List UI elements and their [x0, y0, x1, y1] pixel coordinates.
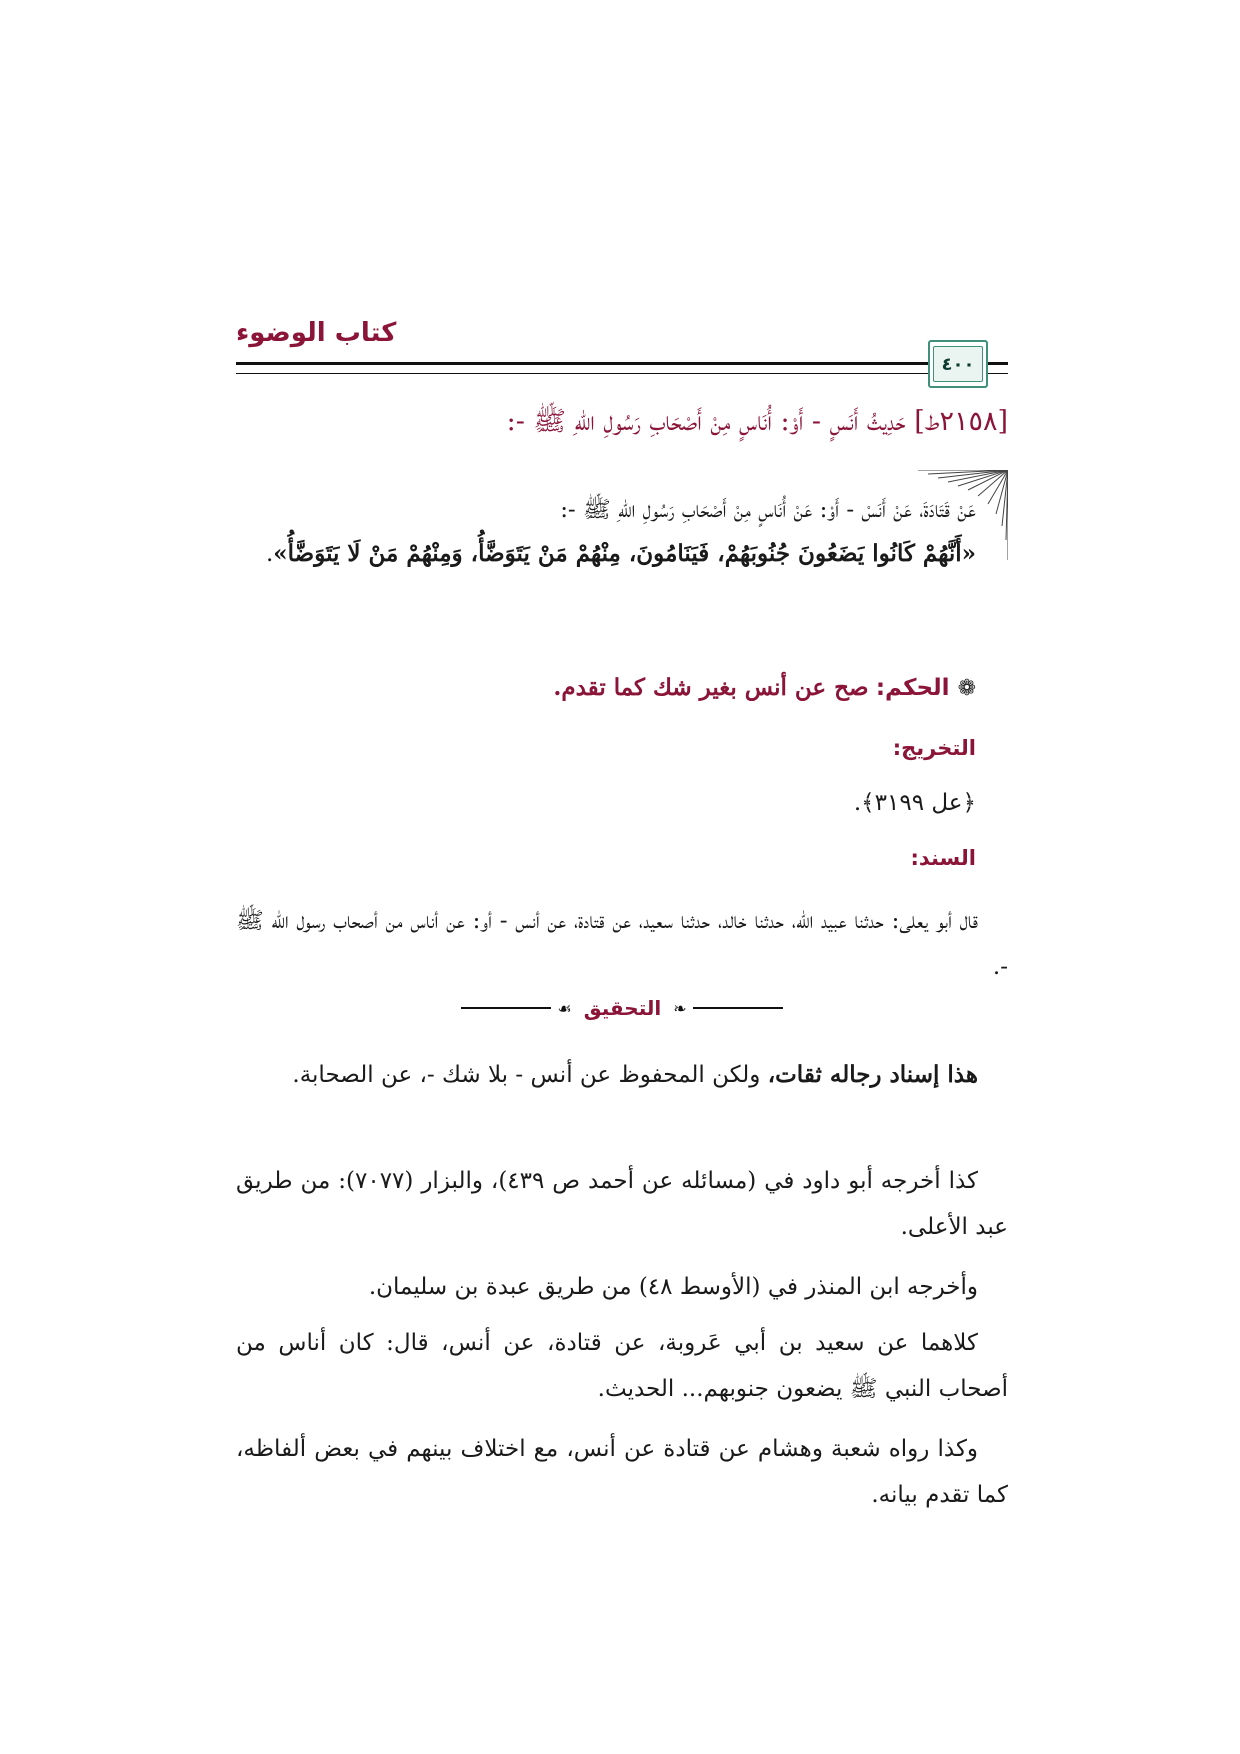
ruling-value: صح عن أنس بغير شك كما تقدم. — [553, 674, 869, 701]
narration-end: . — [265, 541, 274, 567]
tahqiq-divider — [236, 990, 1008, 1026]
divider-line — [461, 1007, 551, 1009]
tahqiq-paragraph-5: وكذا رواه شعبة وهشام عن قتادة عن أنس، مع اختلاف بينهم في بعض ألفاظه، كما تقدم بيانه. — [236, 1436, 1008, 1508]
takhrij-reference: ﴿عل ٣١٩٩﴾. — [853, 790, 976, 816]
sanad-text: قال أبو يعلى: حدثنا عبيد الله، حدثنا خالد، حدثنا سعيد، عن قتادة، عن أنس - أو: عن أناس من أصحاب رسول الله ﷺ -. — [236, 908, 1008, 980]
book-title: كتاب الوضوء — [236, 318, 397, 348]
flower-ornament-icon: ❁ — [957, 676, 976, 701]
narration-matn: «أَنَّهُمْ كَانُوا يَضَعُونَ جُنُوبَهُمْ، فَيَنَامُونَ، مِنْهُمْ مَنْ يَتَوَضَّأُ، وَمِنْهُمْ مَنْ لَا يَتَوَضَّأُ» — [273, 540, 976, 567]
ruling-line — [236, 674, 976, 701]
page-number-badge — [928, 340, 988, 388]
tahqiq-paragraph-1 — [236, 1052, 1008, 1098]
narration-intro: عَنْ قَتَادَةَ، عَنْ أَنَسْ - أَوْ: عَنْ أُنَاسٍ مِنْ أَصْحَابِ رَسُولِ اللهِ ﷺ -: — [560, 497, 976, 523]
narration-text — [236, 488, 976, 576]
tahqiq-paragraph-1-rest: ولكن المحفوظ عن أنس - بلا شك -، عن الصحابة. — [292, 1062, 768, 1088]
tahqiq-title: التحقيق — [583, 996, 662, 1020]
tahqiq-paragraph-2: كذا أخرجه أبو داود في (مسائله عن أحمد ص ٤٣٩)، والبزار (٧٠٧٧): من طريق عبد الأعلى. — [236, 1168, 1008, 1240]
sanad-label: السند: — [910, 846, 976, 870]
divider-ornament-icon: ☙ — [557, 998, 572, 1018]
tahqiq-paragraph-3: وأخرجه ابن المنذر في (الأوسط ٤٨) من طريق عبدة بن سليمان. — [368, 1274, 978, 1300]
header-rule — [236, 362, 1008, 374]
narration-block — [236, 470, 1008, 640]
takhrij-label: التخريج: — [892, 736, 976, 760]
divider-line — [693, 1007, 783, 1009]
tahqiq-paragraph-1-bold: هذا إسناد رجاله ثقات، — [767, 1061, 978, 1088]
page-header — [236, 318, 1008, 390]
hadith-heading: [٢١٥٨ط] حَدِيثُ أَنَسٍ - أَوْ: أُنَاسٍ مِنْ أَصْحَابِ رَسُولِ اللهِ ﷺ -: — [506, 406, 1008, 437]
tahqiq-paragraph-4: كلاهما عن سعيد بن أبي عَروبة، عن قتادة، عن أنس، قال: كان أناس من أصحاب النبي ﷺ يضعون جنوبهم... الحديث. — [236, 1330, 1008, 1402]
ruling-label: الحكم: — [875, 675, 950, 701]
divider-ornament-icon: ❧ — [673, 998, 687, 1018]
page-number: ٤٠٠ — [933, 346, 983, 382]
